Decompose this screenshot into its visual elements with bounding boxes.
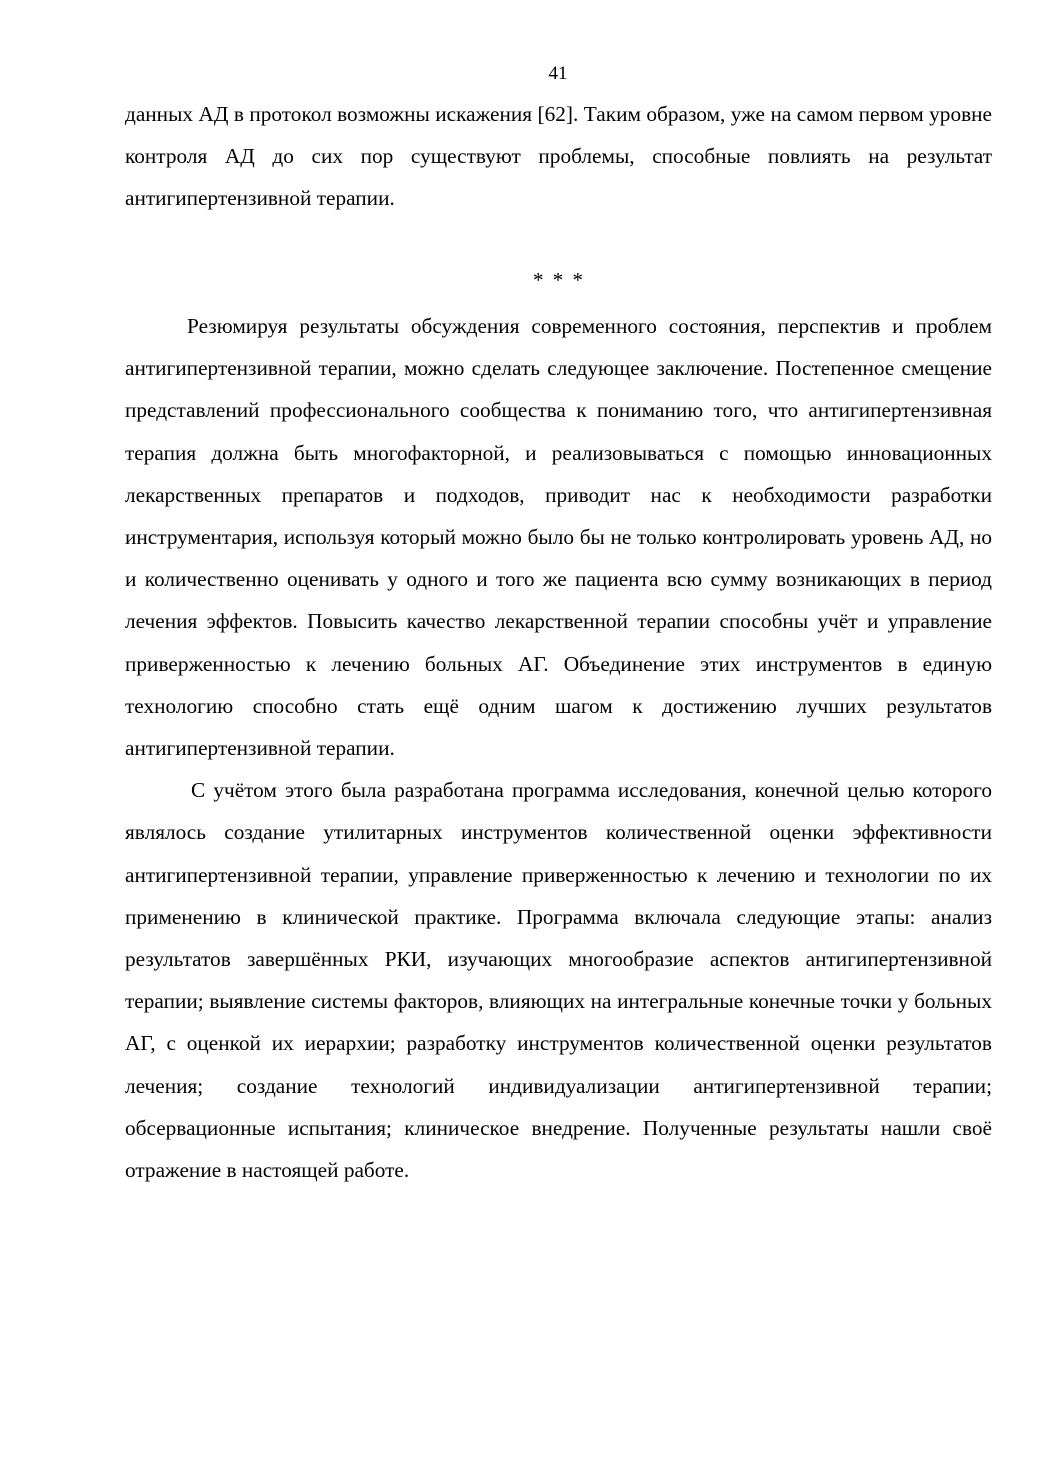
page-number: 41 (548, 63, 568, 84)
section-separator: * * * (533, 268, 583, 292)
intro-paragraph-block (125, 93, 992, 220)
body-text (125, 305, 992, 1191)
summary-paragraph: Резюмируя результаты обсуждения современного состояния, перспектив и проблем антигипертензивной терапии, можно сделать следующее заключение. Постепенное смещение представлений профессионального сообщества к пониманию того, что антигипертензивная терапия должна быть многофакторной, и реализовываться с помощью инновационных лекарственных препаратов и подходов, приводит нас к необходимости разработки инструментария, используя который можно было бы не только контролировать уровень АД, но и количественно оценивать у одного и того же пациента всю сумму возникающих в период лечения эффектов. Повысить качество лекарственной терапии способны учёт и управление приверженностью к лечению больных АГ. Объединение этих инструментов в единую технологию способно стать ещё одним шагом к достижению лучших результатов антигипертензивной терапии. (125, 314, 992, 761)
program-paragraph: С учётом этого была разработана программа исследования, конечной целью которого являлось создание утилитарных инструментов количественной оценки эффективности антигипертензивной терапии, управление приверженностью к лечению и технологии по их применению в клинической практике. Программа включала следующие этапы: анализ результатов завершённых РКИ, изучающих многообразие аспектов антигипертензивной терапии; выявление системы факторов, влияющих на интегральные конечные точки у больных АГ, с оценкой их иерархии; разработку инструментов количественной оценки результатов лечения; создание технологий индивидуализации антигипертензивной терапии; обсервационные испытания; клиническое внедрение. Полученные результаты нашли своё отражение в настоящей работе. (125, 778, 992, 1183)
intro-paragraph: данных АД в протокол возможны искажения [62]. Таким образом, уже на самом первом уровне контроля АД до сих пор существуют проблемы, способные повлиять на результат антигипертензивной терапии. (125, 102, 992, 211)
